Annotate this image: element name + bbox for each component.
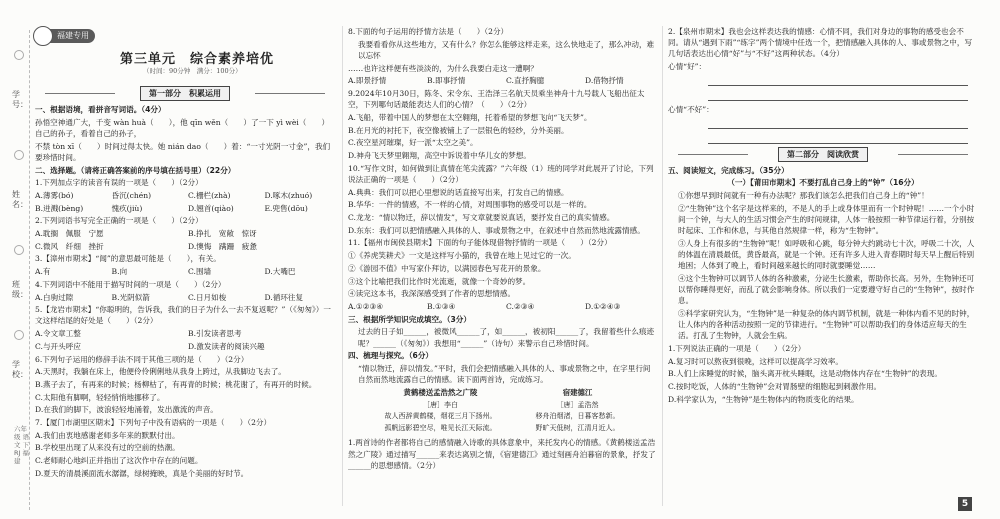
question-text: 9.2024年10月30日，陈冬、宋令东、王浩泽三名航天员乘坐神舟十九号载人飞船出征太空，下列哪句话最能表达人们的心情？（ ）（2分）: [348, 89, 645, 110]
option: D.循环往复: [264, 292, 304, 302]
paragraph: ④这个生物钟可以调节人体的各种激素，分泌生长激素，帮助你长高。另外，生物钟还可以帮你睡得更好，而乱了就会影响身体。所以我们一定要遵守好自己的“生物钟”，按时作息。: [678, 273, 975, 306]
option-row: [35, 341, 335, 352]
part-one-title: 第一部分 积累运用: [140, 86, 230, 101]
option: B.①③④: [427, 301, 456, 311]
page-number: 5: [958, 497, 972, 511]
paragraph: “情以物迁，辞以情发。”平时，我们会把情感融入具体的人、事或景物之中，在字里行间自然而然地流露自己的情感。读下面两首诗，完成练习。: [358, 363, 651, 385]
question-text: C.老师耐心地纠正并指出了这次作中存在的问题。: [35, 456, 203, 466]
binding-hole: [14, 245, 24, 255]
question-text: 1.下列说法正确的一项是（ ）（2分）: [668, 344, 806, 354]
option-row: [348, 301, 658, 312]
question-text: 6.下列句子运用的修辞手法不同于其他三项的是（ ）（2分）: [35, 354, 249, 364]
question-text: 2.下列词语书写完全正确的一项是（ ）（2分）: [35, 216, 203, 226]
paragraph: ①你想早到时间就有一种有办法呢？那我们该怎么把我们自己身上的“钟”！: [678, 190, 929, 200]
option: B.引发读者思考: [188, 329, 242, 339]
option: A.有: [35, 267, 51, 277]
option: C.围墙: [188, 267, 212, 277]
poem-title: 黄鹤楼送孟浩然之广陵: [403, 388, 478, 398]
question-text: B.学校里出现了从来没有过的空前的热潮。: [35, 443, 180, 453]
poems: [378, 388, 658, 434]
question-text: 10.“写作文时，如何做到让真情在笔尖流露？”六年级（1）班的同学对此展开了讨论，下列说法正确的一项是（ ）（2分）: [348, 163, 654, 184]
option: E.兜售(dōu): [264, 203, 308, 213]
section-heading: 三、根据所学知识完成填空。（3分）: [348, 314, 471, 324]
option: D.啄木(zhuó): [264, 190, 313, 200]
part-one-header: [35, 86, 335, 101]
option-row: [35, 328, 335, 339]
question-text: A.复习时可以熬夜到很晚，这样可以提高学习效率。: [668, 356, 843, 366]
answer-line[interactable]: [708, 74, 968, 86]
column-divider: [342, 26, 343, 506]
question-text: 孙悟空神通广大，千变 wàn huà（ ），他 qīn wěn（ ）了一下 yì wèi（ ）自己的孙子，看着自己的孙子，: [35, 117, 330, 138]
poem-line: 野旷天低树，江清月近人。: [535, 423, 620, 432]
option: D.借物抒情: [585, 76, 624, 86]
question-text: D.夏天的清晨溪面流水潺潺，绿树掩映，真是个美丽的好时节。: [35, 468, 249, 478]
part-two-header: [668, 147, 978, 162]
question-text: D.东东：我们可以把情感融入具体的人、事或景物之中，在叙述中自然而然地流露情感。: [348, 225, 645, 235]
question-text: C.按时吃饭，人体的“生物钟”会对胃肠壁的细胞起到刺激作用。: [668, 382, 882, 392]
option: A.耽搁 佩服 宁愿: [35, 229, 104, 239]
question-text: B.在月光的衬托下，夜空像被铺上了一层银色的轻纱，分外美丽。: [348, 125, 569, 135]
option: D.①②④③: [585, 301, 621, 311]
question-text: 7.【厦门市湖里区期末】下列句子中没有语病的一项是（ ）（2分）: [35, 418, 272, 428]
paragraph: 我要看看你从这些地方，又有什么？你怎么能够这样走来，这么快地走了，那么冲动，难以忘怀: [358, 39, 655, 60]
question-text: D.神舟飞天梦里翱翔，高空中诉说着中华儿女的梦想。: [348, 151, 531, 161]
option: 昏沉(chén): [111, 190, 152, 200]
column-middle-content-2: [348, 437, 658, 471]
option: D.懊悔 蹒跚 疲惫: [188, 241, 257, 251]
option: D.激发读者的阅读兴趣: [188, 341, 265, 351]
section-heading: 一、根据语境，看拼音写词语。（4分）: [35, 105, 166, 114]
answer-line[interactable]: [708, 117, 968, 129]
page-title: 第三单元 综合素养培优: [120, 52, 275, 67]
section-heading: 二、选择题。（请将正确答案前的序号填在括号里）（22分）: [35, 165, 236, 175]
option: A.薄雾(bó): [35, 190, 74, 200]
option: C.微风 纤细 挫折: [35, 241, 104, 251]
option: C.与开头呼应: [35, 341, 81, 351]
paragraph: 过去的日子如______，被微风______了，如______，被初阳______了，我留着些什么痕迹呢？______（《匆匆》）我想用“______”（诗句）来警示自己珍惜时间。: [358, 327, 655, 348]
binding-vertical-text: 六年级 语文 下 RJ 福建: [14, 425, 30, 465]
question-text: 2.【泉州市期末】我也会这样表达我的情感：心情不同，我们对身边的事物的感受也会不同。请从“遇到下雨”“练字”两个情境中任选一个，把情感融入具体的人、事或景物之中，写几句话表达出心情“好”与“不好”这两种状态。（4分）: [668, 27, 973, 59]
badge-label: 福建专用: [57, 31, 89, 40]
question-text: 5.【龙岩市期末】“你聪明的，告诉我，我们的日子为什么一去不复返呢？”（《匆匆》）一文这样结尾的好处是（ ）（2分）: [35, 305, 331, 326]
option-row: [35, 190, 335, 201]
exam-meta: （时间：90分钟 满分：100分）: [143, 67, 242, 75]
question-text: ②《游园不值》中写家仆拜访，以满园春色写花开的景象。: [348, 263, 546, 273]
option: D.翘首(qiào): [188, 203, 234, 213]
poem-line: 孤帆远影碧空尽，唯见长江天际流。: [384, 423, 497, 432]
answer-line[interactable]: [708, 89, 968, 101]
option: B.即事抒情: [427, 76, 466, 86]
question-text: 8.下面的句子运用的抒情方法是（ ）（2分）: [348, 27, 509, 36]
binding-label-school: 学校：: [12, 360, 28, 379]
question-text: A.典典：我们可以把心里想说的话直接写出来，打发自己的情感。: [348, 187, 569, 197]
option: 愧疚(jiù): [111, 203, 143, 213]
answer-line[interactable]: [708, 132, 968, 144]
question-text: 心情“不好”：: [668, 104, 714, 114]
section-heading: 四、梳理与探究。（6分）: [348, 351, 434, 361]
option: B.迸溅(bèng): [35, 203, 84, 213]
option-row: [35, 228, 335, 239]
question-text: 不禁 tòn xī（ ）时间过得太快。她 nián dao（ ）着：“一寸光阴一寸金”，我们要珍惜时间。: [35, 141, 331, 162]
paragraph: ③人身上有很多的“生物钟”呢！如呼吸和心跳，每分钟大约跳动七十次，呼吸二十次，人的体温在清晨最低，黄昏最高，就是一个钟。还有许多人进入青春期时每天早上醒后特别地困；人体到了晚上，看时间越来越长的同时就要睡觉……: [678, 238, 975, 271]
binding-hole: [14, 50, 24, 60]
option-row: [35, 266, 335, 277]
question-text: ③这个比喻把我们比作时光流逝，就像一个奇妙的梦。: [348, 276, 531, 286]
question-text: 1.两首诗的作者都将自己的感情融入诗歌的具体意象中，来托发内心的情感。《黄鹤楼送孟浩然之广陵》通过描写______来表达离别之情，《宿建德江》通过刻画舟泊暮宿的景象，抒发了______的思想感情。（2分）: [348, 438, 656, 470]
poem-1: [378, 388, 503, 434]
question-text: A.飞船，带着中国人的梦想在太空翱翔，托着希望的梦想飞向“飞天梦”。: [348, 112, 592, 122]
column-divider: [662, 26, 663, 506]
region-badge: [35, 29, 95, 43]
column-middle: [348, 26, 658, 473]
question-text: A.天黑时，我躺在床上，他便伶伶俐俐地从我身上跨过，从我脚边飞去了。: [35, 367, 286, 377]
question-text: B.人们上床睡觉的时候，脑头离开枕头睡眠，这是动物体内存在“生物钟”的表现。: [668, 369, 942, 379]
option: C.栅栏(zhà): [188, 190, 231, 200]
binding-hole: [14, 330, 24, 340]
option: B.向: [111, 267, 128, 277]
option-row: [35, 203, 335, 214]
poem-title: 宿建德江: [562, 388, 593, 398]
question-text: 心情“好”：: [668, 62, 707, 72]
question-text: C.夜空星河璀璨，好一派“太空之美”。: [348, 138, 478, 148]
part-two-title: 第二部分 阅读欣赏: [778, 147, 868, 162]
option: A.令文章工整: [35, 329, 81, 339]
option: B.挣扎 宽敞 惊讶: [188, 229, 257, 239]
question-text: ①《养虎笑耕犬》一文是这样写小猫的，我曾在地上见过它的一次。: [348, 251, 576, 261]
option: A.即景抒情: [348, 76, 387, 86]
question-text: 1.下列加点字的读音有误的一项是（ ）（2分）: [35, 178, 203, 188]
option: C.直抒胸臆: [506, 76, 545, 86]
binding-hole: [14, 150, 24, 160]
option-row: [35, 292, 335, 303]
paragraph: ⑤科学家研究认为，“生物钟”是一种复杂的体内调节机制，就是一种体内看不见的时钟，让人体内的各种活动按照一定的节律进行。“生物钟”可以帮助我们的身体适应每天的生活。打乱了生物钟，人就会生病。: [678, 308, 975, 341]
column-middle-content: [348, 26, 658, 385]
poem-2: [515, 388, 640, 434]
poem-line: 移舟泊烟渚，日暮客愁新。: [535, 412, 620, 421]
poem-author: ［唐］李白: [423, 400, 458, 409]
question-text: 3.【漳州市期末】“闻”的意思最可能是（ ），有关。: [35, 254, 221, 264]
question-text: 4.下列词语中不能用于描写时间的一项是（ ）（2分）: [35, 279, 226, 289]
binding-label-class: 班级：: [12, 280, 28, 299]
binding-label-id: 学号：: [12, 90, 28, 109]
option: C.②③④: [506, 301, 535, 311]
poem-line: 故人西辞黄鹤楼，烟花三月下扬州。: [384, 412, 497, 421]
column-right: [668, 26, 978, 407]
poem-author: ［唐］孟浩然: [556, 400, 599, 409]
passage-title: （一）【莆田市期末】不要打乱自己身上的“钟”（16分）: [727, 178, 919, 188]
mascot-icon: [33, 26, 53, 46]
binding-label-name: 姓名：: [12, 190, 28, 209]
option: A.①②③④: [348, 301, 384, 311]
question-text: D.在我们的脚下，波浪轻轻地涌着，发出激流的声音。: [35, 405, 218, 415]
column-right-content-2: [668, 165, 978, 406]
section-heading: 五、阅读短文，完成练习。（35分）: [668, 165, 789, 175]
paragraph: ②“生物钟”这个名字是这样来的，不是人的手上或身体里而有一个时钟呢！……一个小时间一个钟，与大人的生活习惯会产生的时间规律，人体一般按照一种节律运行着，分别按时起床、工作和休息，与其他自然规律一样，称为“生物钟”。: [678, 203, 975, 236]
question-text: A.我们由衷地感谢老师多年来的默默付出。: [35, 430, 180, 440]
question-text: D.科学家认为，“生物钟”是生物体内的物质变化的结果。: [668, 394, 859, 404]
option-row: [348, 75, 658, 86]
question-text: B.燕子去了，有再来的时候；杨柳枯了，有再青的时候；桃花谢了，有再开的时候。: [35, 379, 317, 389]
option: B.光阴似箭: [111, 292, 150, 302]
option-row: [35, 241, 335, 252]
option: D.大嘴巴: [264, 267, 296, 277]
column-left-content: [35, 104, 335, 479]
question-text: ……也许这样便有些淡淡的，为什么我要白走这一遭啊？: [348, 63, 538, 73]
question-text: B.华华：一件的情感，不一样的心情，对周围事物的感受可以是一样的。: [348, 200, 592, 210]
option: C.日月如梭: [188, 292, 227, 302]
column-left: [35, 84, 335, 481]
question-text: C.太阳他有脚啊，轻轻悄悄地挪移了。: [35, 392, 165, 402]
question-text: C.龙龙：“情以物迁，辞以情发”，写文章就要说真话，要抒发自己的真实情感。: [348, 213, 615, 223]
question-text: 11.【福州市闽侯县期末】下面的句子能体现借物抒情的一项是（ ）（2分）: [348, 238, 612, 248]
question-text: ④读完这本书，我深深感受到了作者的思想情感。: [348, 289, 516, 299]
option: A.白驹过隙: [35, 292, 74, 302]
column-right-content: [668, 26, 978, 144]
